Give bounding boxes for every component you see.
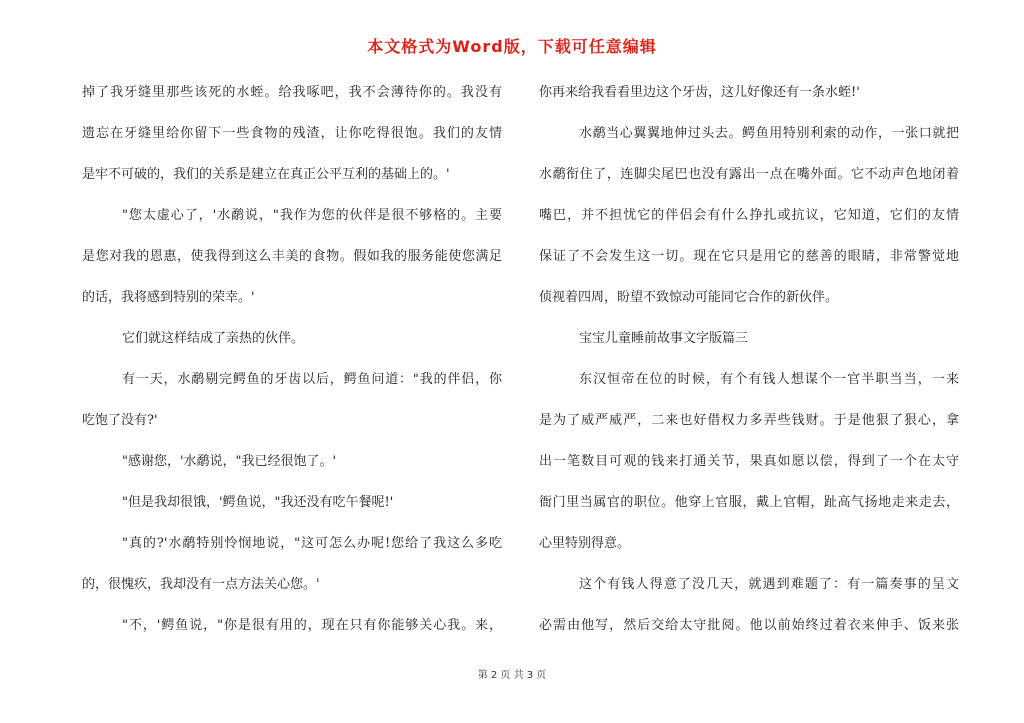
right-text-column: [539, 84, 959, 658]
text-line: "真的?'水鹬特别怜悯地说，"这可怎么办呢!您给了我这么多吃: [122, 536, 502, 551]
text-line: 必需由他写，然后交给太守批阅。他以前始终过着衣来伸手、饭来张: [539, 618, 959, 633]
text-line: 吃饱了没有?': [82, 413, 158, 428]
text-line: 遗忘在牙缝里给你留下一些食物的残渣，让你吃得很饱。我们的友情: [82, 126, 502, 141]
text-line: 是牢不可破的，我们的关系是建立在真正公平互利的基础上的。': [82, 167, 450, 182]
page-number: 第 2 页 共 3 页: [477, 670, 547, 681]
text-line: 是您对我的恩惠，使我得到这么丰美的食物。假如我的服务能使您满足: [82, 249, 502, 264]
text-line: 的，很愧疚，我却没有一点方法关心您。': [82, 577, 320, 592]
left-text-column: [82, 84, 502, 658]
text-line: 东汉恒帝在位的时候，有个有钱人想谋个一官半职当当，一来: [579, 372, 959, 387]
text-line: "不，'鳄鱼说，"你是很有用的，现在只有你能够关心我。来，: [122, 618, 502, 633]
text-line: 的话，我将感到特别的荣幸。': [82, 290, 255, 305]
text-line: 你再来给我看看里边这个牙齿，这儿好像还有一条水蛭!': [539, 85, 860, 100]
text-line: 水鹬当心翼翼地伸过头去。鳄鱼用特别利索的动作，一张口就把: [579, 126, 959, 141]
text-line: 心里特别得意。: [539, 536, 631, 551]
text-line: 有一天，水鹬剔完鳄鱼的牙齿以后，鳄鱼问道："我的伴侣，你: [122, 372, 502, 387]
section-heading: 宝宝儿童睡前故事文字版篇三: [579, 331, 749, 346]
text-line: 保证了不会发生这一切。现在它只是用它的慈善的眼睛，非常警觉地: [539, 249, 959, 264]
text-line: 嘴巴，并不担忧它的伴侣会有什么挣扎或抗议，它知道，它们的友情: [539, 208, 959, 223]
text-line: 掉了我牙缝里那些该死的水蛭。给我啄吧，我不会薄待你的。我没有: [82, 85, 502, 100]
text-line: 衙门里当属官的职位。他穿上官服，戴上官帽，趾高气扬地走来走去，: [539, 495, 959, 510]
text-line: 它们就这样结成了亲热的伙伴。: [122, 331, 305, 346]
document-banner: 本文格式为Word版，下载可任意编辑: [367, 37, 657, 56]
text-line: 是为了威严威严，二来也好借权力多弄些钱财。于是他狠了狠心，拿: [539, 413, 959, 428]
text-line: "您太虚心了，'水鹬说，"我作为您的伙伴是很不够格的。主要: [122, 208, 502, 223]
text-line: 侦视着四周，盼望不致惊动可能同它合作的新伙伴。: [539, 290, 839, 305]
text-line: "但是我却很饿，'鳄鱼说，"我还没有吃午餐呢!': [122, 495, 394, 510]
text-line: "感谢您，'水鹬说，"我已经很饱了。': [122, 454, 337, 469]
text-line: 出一笔数目可观的钱来打通关节，果真如愿以偿，得到了一个在太守: [539, 454, 959, 469]
text-line: 水鹬衔住了，连脚尖尾巴也没有露出一点在嘴外面。它不动声色地闭着: [539, 167, 959, 182]
text-line: 这个有钱人得意了没几天，就遇到难题了：有一篇奏事的呈文: [579, 577, 959, 592]
